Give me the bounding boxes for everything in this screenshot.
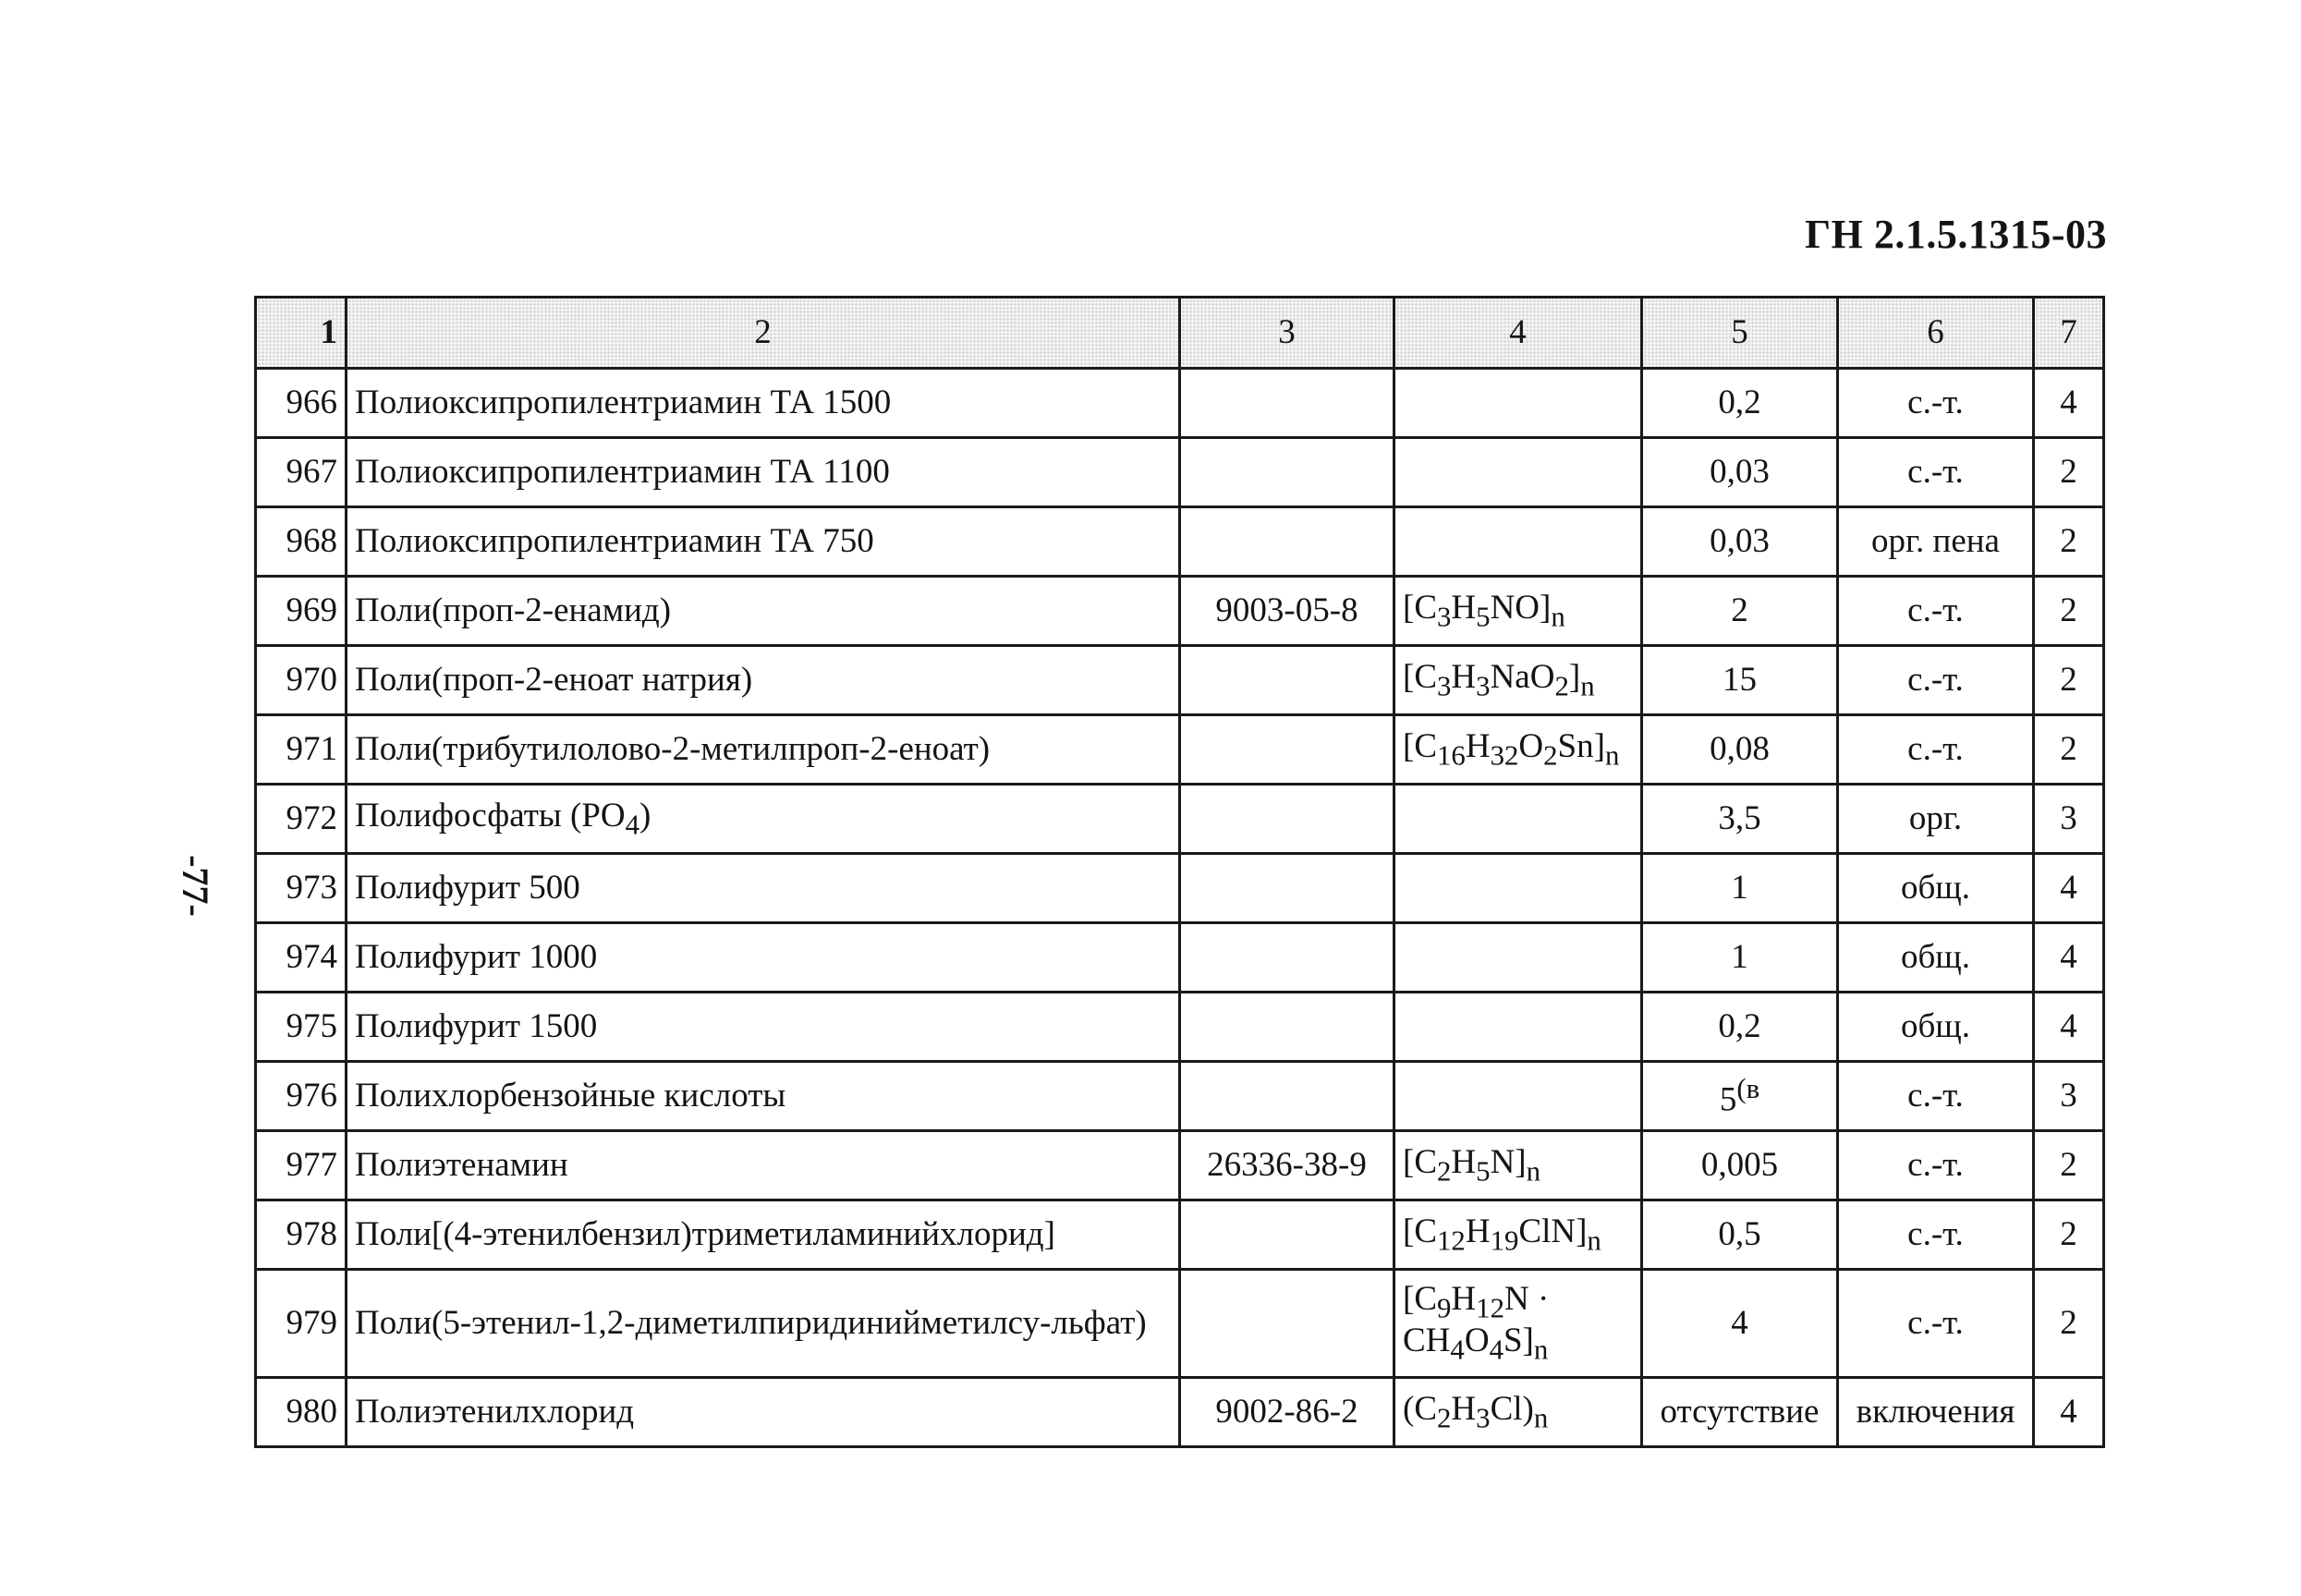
formula-cell: [$C_9H_{12}N$ · $CH_4O_4S]_n$ — [1394, 1270, 1642, 1378]
header-row — [256, 298, 2104, 369]
substance-name-cell: Полиоксипропилентриамин ТА 1100 — [347, 438, 1180, 507]
row-number-cell: 969 — [256, 577, 347, 646]
value-cell: 1 — [1642, 923, 1838, 993]
value-cell: 0,03 — [1642, 507, 1838, 577]
hazard-sign-cell: общ. — [1838, 923, 2034, 993]
hazard-sign-cell: с.-т. — [1838, 1131, 2034, 1200]
hazard-sign-cell: с.-т. — [1838, 1062, 2034, 1131]
table-row — [256, 646, 2104, 715]
formula-cell: $[C_3H_5NO]_n$ — [1394, 577, 1642, 646]
substance-name-cell: Поли(проп-2-енамид) — [347, 577, 1180, 646]
col-header-2: 2 — [347, 298, 1180, 369]
formula-cell — [1394, 1062, 1642, 1131]
formula-cell: $[C_{12}H_{19}ClN]_n$ — [1394, 1200, 1642, 1270]
hazard-class-cell: 4 — [2034, 923, 2104, 993]
cas-number-cell: 9003-05-8 — [1180, 577, 1394, 646]
formula-cell — [1394, 785, 1642, 854]
row-number-cell: 967 — [256, 438, 347, 507]
value-cell: 0,2 — [1642, 993, 1838, 1062]
hazard-class-cell: 2 — [2034, 507, 2104, 577]
substance-name-cell: Полифурит 500 — [347, 854, 1180, 923]
table-row — [256, 438, 2104, 507]
hazard-sign-cell: орг. — [1838, 785, 2034, 854]
col-header-3: 3 — [1180, 298, 1394, 369]
cas-number-cell — [1180, 1062, 1394, 1131]
value-cell: 0,08 — [1642, 715, 1838, 785]
value-cell: 4 — [1642, 1270, 1838, 1378]
hazard-sign-cell: орг. пена — [1838, 507, 2034, 577]
col-header-5: 5 — [1642, 298, 1838, 369]
hazard-class-cell: 2 — [2034, 1200, 2104, 1270]
cas-number-cell — [1180, 715, 1394, 785]
formula-cell — [1394, 993, 1642, 1062]
hazard-sign-cell: с.-т. — [1838, 646, 2034, 715]
hazard-sign-cell: с.-т. — [1838, 715, 2034, 785]
hazard-class-cell: 3 — [2034, 1062, 2104, 1131]
formula-cell: $[C_{16}H_{32}O_2Sn]_n$ — [1394, 715, 1642, 785]
formula-cell — [1394, 854, 1642, 923]
hazard-class-cell: 2 — [2034, 1270, 2104, 1378]
col-header-7: 7 — [2034, 298, 2104, 369]
cas-number-cell — [1180, 993, 1394, 1062]
cas-number-cell — [1180, 785, 1394, 854]
row-number-cell: 972 — [256, 785, 347, 854]
value-cell: 2 — [1642, 577, 1838, 646]
cas-number-cell: 9002-86-2 — [1180, 1378, 1394, 1447]
document-code: ГН 2.1.5.1315-03 — [1805, 212, 2107, 257]
hazard-class-cell: 2 — [2034, 715, 2104, 785]
cas-number-cell — [1180, 854, 1394, 923]
hazard-class-cell: 2 — [2034, 1131, 2104, 1200]
formula-cell: $(C_2H_3Cl)_n$ — [1394, 1378, 1642, 1447]
formula-cell — [1394, 438, 1642, 507]
hazard-class-cell: 2 — [2034, 577, 2104, 646]
row-number-cell: 973 — [256, 854, 347, 923]
formula-cell — [1394, 369, 1642, 438]
formula-cell — [1394, 923, 1642, 993]
table-row — [256, 993, 2104, 1062]
substance-name-cell: Полиоксипропилентриамин ТА 750 — [347, 507, 1180, 577]
substance-name-cell: Полиэтенилхлорид — [347, 1378, 1180, 1447]
value-cell: отсутствие — [1642, 1378, 1838, 1447]
table-row — [256, 1378, 2104, 1447]
hazard-sign-cell: с.-т. — [1838, 1200, 2034, 1270]
substance-name-cell: Поли[(4-этенилбензил)триметиламинийхлорид] — [347, 1200, 1180, 1270]
cas-number-cell — [1180, 369, 1394, 438]
table-row — [256, 1270, 2104, 1378]
value-cell: 3,5 — [1642, 785, 1838, 854]
value-cell: 0,2 — [1642, 369, 1838, 438]
hazard-class-cell: 4 — [2034, 993, 2104, 1062]
formula-cell — [1394, 507, 1642, 577]
col-header-6: 6 — [1838, 298, 2034, 369]
row-number-cell: 979 — [256, 1270, 347, 1378]
row-number-cell: 975 — [256, 993, 347, 1062]
table-row — [256, 507, 2104, 577]
hazard-class-cell: 2 — [2034, 646, 2104, 715]
hazard-class-cell: 3 — [2034, 785, 2104, 854]
value-cell: 0,5 — [1642, 1200, 1838, 1270]
table-row — [256, 369, 2104, 438]
substances-table — [254, 296, 2105, 1448]
substance-name-cell: Полихлорбензойные кислоты — [347, 1062, 1180, 1131]
value-cell: 1 — [1642, 854, 1838, 923]
hazard-sign-cell: с.-т. — [1838, 577, 2034, 646]
hazard-class-cell: 2 — [2034, 438, 2104, 507]
table-row — [256, 1200, 2104, 1270]
cas-number-cell — [1180, 646, 1394, 715]
substance-name-cell: Полифурит 1500 — [347, 993, 1180, 1062]
substance-name-cell: Поли(трибутилолово-2-метилпроп-2-еноат) — [347, 715, 1180, 785]
table-row — [256, 923, 2104, 993]
hazard-sign-cell: общ. — [1838, 993, 2034, 1062]
substance-name-cell: Полиэтенамин — [347, 1131, 1180, 1200]
table-row — [256, 785, 2104, 854]
cas-number-cell — [1180, 507, 1394, 577]
row-number-cell: 976 — [256, 1062, 347, 1131]
row-number-cell: 971 — [256, 715, 347, 785]
cas-number-cell — [1180, 1270, 1394, 1378]
value-cell: $5^{(в}$ — [1642, 1062, 1838, 1131]
value-cell: 0,03 — [1642, 438, 1838, 507]
hazard-sign-cell: с.-т. — [1838, 369, 2034, 438]
row-number-cell: 970 — [256, 646, 347, 715]
substance-name-cell: Поли(проп-2-еноат натрия) — [347, 646, 1180, 715]
hazard-sign-cell: с.-т. — [1838, 438, 2034, 507]
page-number: -77- — [174, 855, 216, 917]
hazard-sign-cell: с.-т. — [1838, 1270, 2034, 1378]
formula-cell: $[C_3H_3NaO_2]_n$ — [1394, 646, 1642, 715]
hazard-class-cell: 4 — [2034, 854, 2104, 923]
table-row — [256, 854, 2104, 923]
substance-name-cell: Полифурит 1000 — [347, 923, 1180, 993]
col-header-1: 1 — [256, 298, 347, 369]
table-body — [256, 369, 2104, 1447]
hazard-sign-cell: общ. — [1838, 854, 2034, 923]
value-cell: 0,005 — [1642, 1131, 1838, 1200]
table-row — [256, 577, 2104, 646]
hazard-sign-cell: включения — [1838, 1378, 2034, 1447]
hazard-class-cell: 4 — [2034, 1378, 2104, 1447]
cas-number-cell — [1180, 1200, 1394, 1270]
value-cell: 15 — [1642, 646, 1838, 715]
substance-name-cell: Полифосфаты $(PO_4)$ — [347, 785, 1180, 854]
substance-name-cell: Поли(5-этенил-1,2-диметилпиридинийметилсу-льфат) — [347, 1270, 1180, 1378]
row-number-cell: 978 — [256, 1200, 347, 1270]
formula-cell: $[C_2H_5N]_n$ — [1394, 1131, 1642, 1200]
row-number-cell: 980 — [256, 1378, 347, 1447]
cas-number-cell — [1180, 923, 1394, 993]
row-number-cell: 968 — [256, 507, 347, 577]
hazard-class-cell: 4 — [2034, 369, 2104, 438]
col-header-4: 4 — [1394, 298, 1642, 369]
row-number-cell: 966 — [256, 369, 347, 438]
cas-number-cell — [1180, 438, 1394, 507]
table-row — [256, 715, 2104, 785]
row-number-cell: 974 — [256, 923, 347, 993]
table-row — [256, 1062, 2104, 1131]
substance-name-cell: Полиоксипропилентриамин ТА 1500 — [347, 369, 1180, 438]
table-row — [256, 1131, 2104, 1200]
cas-number-cell: 26336-38-9 — [1180, 1131, 1394, 1200]
row-number-cell: 977 — [256, 1131, 347, 1200]
